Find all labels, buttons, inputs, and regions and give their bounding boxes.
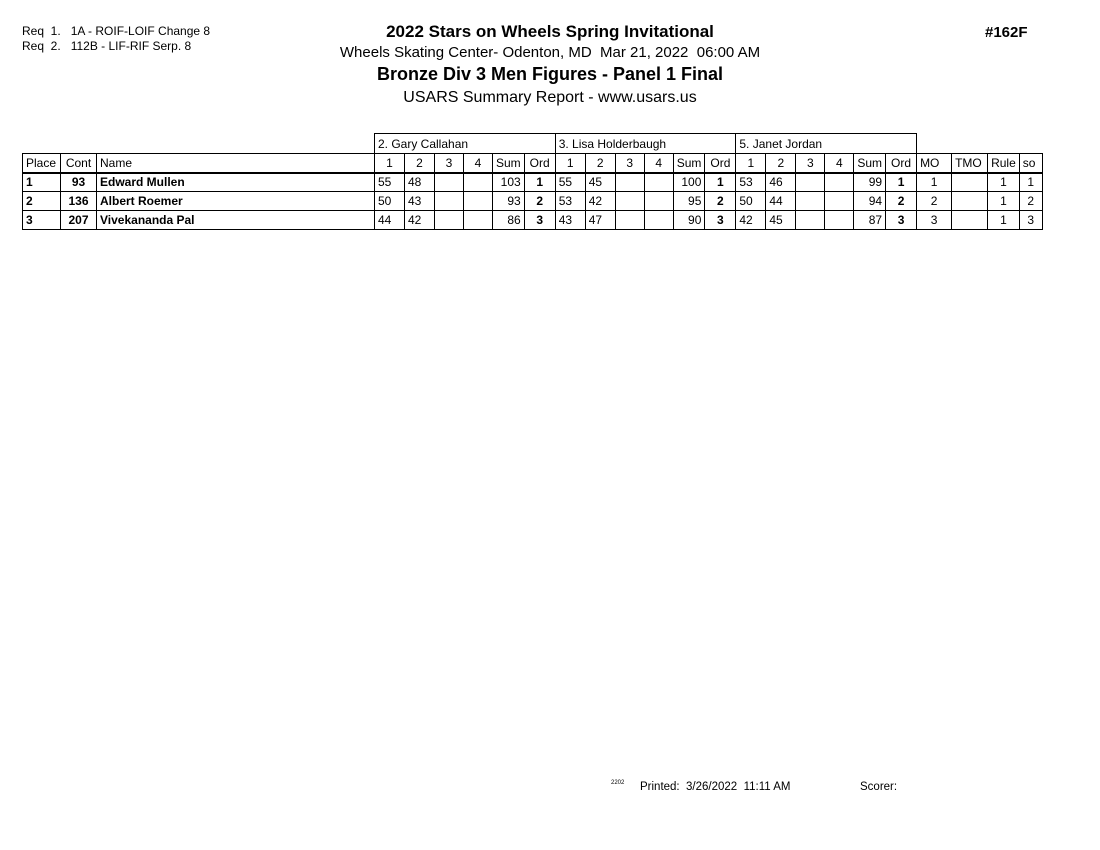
requirement-1: Req 1. 1A - ROIF-LOIF Change 8 [22, 24, 211, 38]
judge-name-header: 2. Gary Callahan [375, 134, 556, 154]
printed-timestamp: Printed: 3/26/2022 11:11 AM [640, 781, 791, 793]
column-header-row [23, 154, 1043, 173]
col-header-score3: 3 [435, 154, 464, 173]
col-header-mo: MO [917, 154, 952, 173]
score-cell [796, 173, 825, 192]
score-cell [644, 173, 673, 192]
sum-cell: 103 [493, 173, 525, 192]
judge-header-row [23, 134, 1043, 154]
col-header-place: Place [23, 154, 61, 173]
skater-name-cell: Vivekananda Pal [97, 211, 375, 230]
score-cell [825, 173, 854, 192]
score-cell: 53 [555, 192, 585, 211]
contestant-number-cell: 93 [61, 173, 97, 192]
skater-name-cell: Edward Mullen [97, 173, 375, 192]
score-cell: 43 [405, 192, 435, 211]
spacer-cell [23, 134, 375, 154]
col-header-ord: Ord [705, 154, 736, 173]
scorer-label: Scorer: [860, 781, 898, 793]
ord-cell: 1 [524, 173, 555, 192]
col-header-score1: 1 [736, 154, 766, 173]
ord-cell: 3 [886, 211, 917, 230]
score-cell [825, 211, 854, 230]
col-header-ord: Ord [524, 154, 555, 173]
ord-cell: 2 [524, 192, 555, 211]
so-cell: 3 [1019, 211, 1042, 230]
col-header-sum: Sum [493, 154, 525, 173]
col-header-score4: 4 [644, 154, 673, 173]
score-cell: 48 [405, 173, 435, 192]
col-header-score3: 3 [615, 154, 644, 173]
score-cell [615, 173, 644, 192]
spacer-cell [917, 134, 1043, 154]
score-cell [644, 211, 673, 230]
score-cell: 47 [585, 211, 615, 230]
sum-cell: 94 [854, 192, 886, 211]
score-cell: 46 [766, 173, 796, 192]
score-cell [435, 173, 464, 192]
col-header-score4: 4 [825, 154, 854, 173]
sum-cell: 87 [854, 211, 886, 230]
judge-name-header: 5. Janet Jordan [736, 134, 917, 154]
col-header-tmo: TMO [952, 154, 988, 173]
score-cell [435, 211, 464, 230]
col-header-score4: 4 [464, 154, 493, 173]
contestant-number-cell: 136 [61, 192, 97, 211]
score-cell: 44 [375, 211, 405, 230]
place-cell: 2 [23, 192, 61, 211]
col-header-rule: Rule [988, 154, 1020, 173]
ord-cell: 2 [886, 192, 917, 211]
skater-name-cell: Albert Roemer [97, 192, 375, 211]
competition-title: 2022 Stars on Wheels Spring Invitational [386, 22, 714, 41]
ord-cell: 1 [886, 173, 917, 192]
col-header-name: Name [97, 154, 375, 173]
col-header-cont: Cont [61, 154, 97, 173]
rule-cell: 1 [988, 173, 1020, 192]
score-cell [615, 192, 644, 211]
table-row [23, 192, 1043, 211]
col-header-score2: 2 [766, 154, 796, 173]
ord-cell: 2 [705, 192, 736, 211]
score-cell: 44 [766, 192, 796, 211]
score-cell: 42 [736, 211, 766, 230]
table-row [23, 211, 1043, 230]
tmo-cell [952, 192, 988, 211]
score-cell [435, 192, 464, 211]
col-header-sum: Sum [673, 154, 705, 173]
place-cell: 3 [23, 211, 61, 230]
sum-cell: 93 [493, 192, 525, 211]
score-cell: 53 [736, 173, 766, 192]
score-cell [644, 192, 673, 211]
score-cell [464, 211, 493, 230]
score-cell: 50 [736, 192, 766, 211]
mo-cell: 1 [917, 173, 952, 192]
col-header-score1: 1 [555, 154, 585, 173]
report-type-line: USARS Summary Report - www.usars.us [403, 89, 697, 106]
col-header-score2: 2 [585, 154, 615, 173]
score-cell: 45 [766, 211, 796, 230]
mo-cell: 3 [917, 211, 952, 230]
col-header-sum: Sum [854, 154, 886, 173]
ord-cell: 3 [705, 211, 736, 230]
software-version-mark: 2202 [611, 780, 625, 786]
event-number: #162F [985, 24, 1028, 41]
results-table [22, 133, 1043, 230]
col-header-score2: 2 [405, 154, 435, 173]
col-header-ord: Ord [886, 154, 917, 173]
score-cell: 42 [585, 192, 615, 211]
score-cell [796, 211, 825, 230]
col-header-so: so [1019, 154, 1042, 173]
sum-cell: 90 [673, 211, 705, 230]
rule-cell: 1 [988, 211, 1020, 230]
so-cell: 1 [1019, 173, 1042, 192]
mo-cell: 2 [917, 192, 952, 211]
score-cell [796, 192, 825, 211]
contestant-number-cell: 207 [61, 211, 97, 230]
score-cell [464, 192, 493, 211]
ord-cell: 1 [705, 173, 736, 192]
so-cell: 2 [1019, 192, 1042, 211]
rule-cell: 1 [988, 192, 1020, 211]
col-header-score1: 1 [375, 154, 405, 173]
table-row [23, 173, 1043, 192]
score-cell: 50 [375, 192, 405, 211]
score-cell: 43 [555, 211, 585, 230]
sum-cell: 95 [673, 192, 705, 211]
tmo-cell [952, 173, 988, 192]
place-cell: 1 [23, 173, 61, 192]
sum-cell: 86 [493, 211, 525, 230]
tmo-cell [952, 211, 988, 230]
results-table-wrap [22, 133, 1043, 230]
report-header [0, 21, 1100, 110]
score-cell [825, 192, 854, 211]
sum-cell: 100 [673, 173, 705, 192]
score-cell: 55 [375, 173, 405, 192]
requirement-2: Req 2. 112B - LIF-RIF Serp. 8 [22, 39, 192, 53]
score-cell [615, 211, 644, 230]
venue-date-line: Wheels Skating Center- Odenton, MD Mar 21, 2022 06:00 AM [339, 44, 761, 61]
ord-cell: 3 [524, 211, 555, 230]
col-header-score3: 3 [796, 154, 825, 173]
score-cell: 55 [555, 173, 585, 192]
score-cell: 42 [405, 211, 435, 230]
judge-name-header: 3. Lisa Holderbaugh [555, 134, 736, 154]
sum-cell: 99 [854, 173, 886, 192]
score-cell [464, 173, 493, 192]
score-cell: 45 [585, 173, 615, 192]
event-title: Bronze Div 3 Men Figures - Panel 1 Final [376, 64, 724, 84]
